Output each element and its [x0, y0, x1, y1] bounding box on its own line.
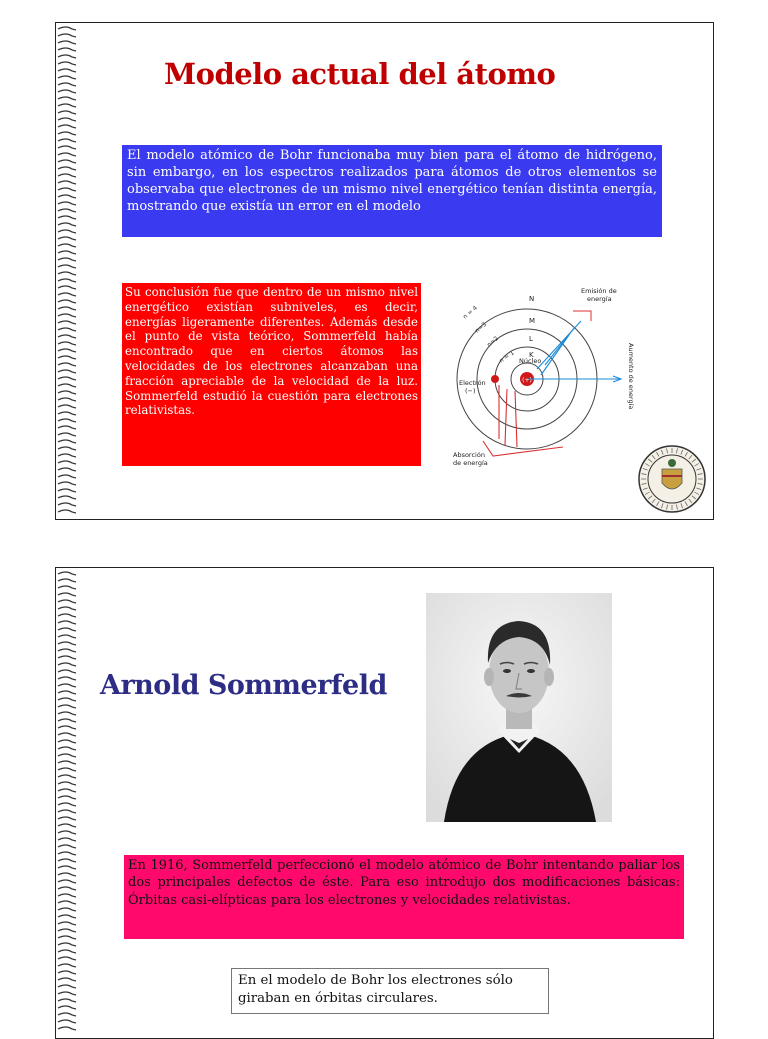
university-seal-logo [636, 443, 708, 515]
intro-text-box: El modelo atómico de Bohr funcionaba muy bien para el átomo de hidrógeno, sin embargo, en los espectros realizados para átomos de otros elementos se observaba que electrones de un mismo nivel energético tenían distinta energía, mostrando que existía un error en el modelo [122, 145, 662, 237]
slide-title: Modelo actual del átomo [164, 57, 556, 91]
atom-energy-diagram [441, 281, 641, 481]
slide-modelo-actual [55, 22, 714, 520]
emission-arrows [527, 321, 621, 382]
energy-axis-label: Aumento de energía [627, 343, 635, 410]
sommerfeld-portrait-photo [426, 593, 612, 822]
nucleus-charge: (+) [522, 377, 532, 384]
absorption-label-2: de energía [453, 459, 488, 467]
info-text-box: En 1916, Sommerfeld perfeccionó el modelo atómico de Bohr intentando paliar los dos principales defectos de éste. Para eso introdujo dos modificaciones básicas: Órbitas casi-elípticas para los electrones y velocidades relativistas. [124, 855, 684, 939]
shell-letter-l: L [529, 335, 533, 343]
conclusion-text-box: Su conclusión fue que dentro de un mismo nivel energético existían subniveles, es decir, energías ligeramente diferentes. Además desde el punto de vista teórico, Sommerfeld había encontrado que en ciertos átomos las velocidades de los electrones alcanzaban una fracción apreciable de la velocidad de la luz. Sommerfeld estudió la cuestión para electrones relativistas. [122, 283, 421, 466]
spiral-binding [56, 568, 78, 1038]
nucleus-label: Núcleo [519, 357, 542, 365]
note-text-box: En el modelo de Bohr los electrones sólo giraban en órbitas circulares. [231, 968, 549, 1014]
orbit-label-4: n = 4 [461, 304, 479, 321]
shell-letter-m: M [529, 317, 536, 325]
slide-arnold-sommerfeld [55, 567, 714, 1039]
emission-label-2: energía [587, 295, 612, 303]
spiral-binding [56, 23, 78, 519]
slide-title: Arnold Sommerfeld [100, 670, 387, 701]
shell-letter-n: N [529, 295, 535, 303]
electron-charge: (−) [465, 387, 476, 395]
absorption-arrows [483, 385, 563, 456]
orbit-label-2: n=2 [485, 335, 500, 349]
shell-letter-k: K [529, 351, 534, 359]
orbit-label-1: n = 1 [498, 349, 516, 365]
orbit-label-3: n=3 [473, 321, 488, 335]
absorption-label-1: Absorción [453, 451, 485, 459]
emission-bracket [573, 311, 591, 321]
electron-label: Electrón [459, 379, 486, 387]
emission-label-1: Emisión de [581, 287, 617, 295]
electron [491, 375, 499, 383]
